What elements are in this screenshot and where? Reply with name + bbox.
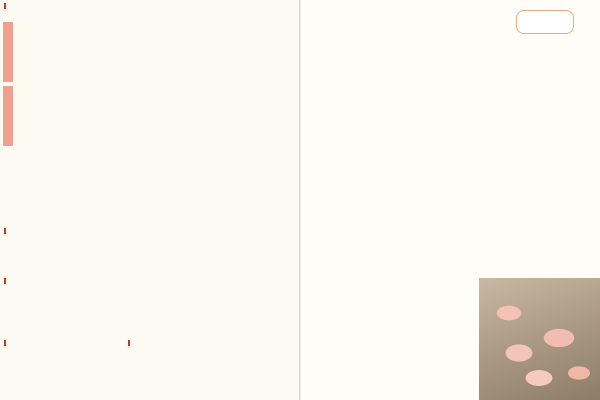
table2-heading [4,228,8,235]
fig2-heading [128,340,132,347]
body-column-left-mid [311,140,423,270]
news-label [516,10,574,34]
left-page [0,0,299,400]
year-tab-2019 [3,22,13,82]
fig1-heading [4,340,8,347]
year-tab-2020 [3,86,13,146]
right-page [301,0,600,400]
fig2-chart [128,348,238,398]
intro-text [432,40,522,165]
fig1-chart [4,348,124,398]
body-column-1 [426,175,596,275]
body-column-left-top [311,10,423,130]
body-column-left-bottom [311,280,471,395]
table3-heading [4,278,8,285]
piglets-photo [479,278,600,400]
table1-heading [4,3,8,10]
